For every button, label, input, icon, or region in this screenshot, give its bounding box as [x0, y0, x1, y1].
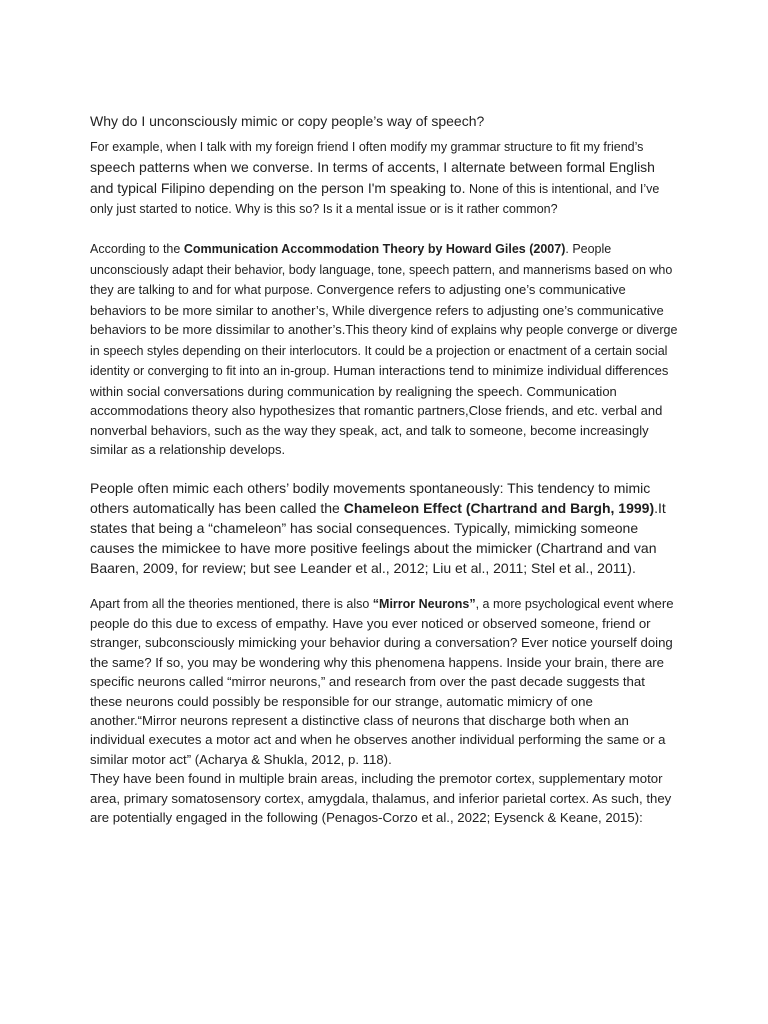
mirror-text-3: They have been found in multiple brain areas, including the premotor cortex, supplementary motor area, primary somatosensory cortex, amygdala, thalamus, and inferior parietal cortex. As such, they are potentially engaged in the following (Penagos-Corzo et al., 2022; Eysenck & Keane, 2015):: [90, 771, 672, 825]
chameleon-effect-paragraph: [90, 478, 680, 578]
cat-text-2: Convergence refers to adjusting one’s communicative behaviors to be more similar to another’s, While divergence refers to adjusting one’s communicative behaviors to be more dissimilar to another’s.: [90, 282, 664, 337]
mirror-neurons-name: “Mirror Neurons”: [372, 596, 476, 611]
chameleon-effect-name: Chameleon Effect (Chartrand and Bargh, 1999): [343, 499, 655, 516]
question-heading: Why do I unconsciously mimic or copy people’s way of speech?: [90, 113, 485, 129]
cat-text-3: This theory kind of explains why people converge or diverge in speech styles depending on their interlocutors. It could be a projection or enactment of a certain social identity or converging to fit into an in-group.: [90, 323, 678, 378]
mirror-prefix: Apart from all the theories mentioned, there is also: [90, 596, 373, 611]
mirror-text-2: where people do this due to excess of empathy. Have you ever noticed or observed someone, friend or stranger, subconsciously mimicking your behavior during a conversation? Ever notice yourself doing the same? If so, you may be wondering why this phenomena happens. Inside your brain, there are specific neurons called “mirror neurons,” and research from over the past decade suggests that these neurons could possibly be responsible for our strange, automatic mimicry of one another.“Mirror neurons represent a distinctive class of neurons that discharge both when an individual executes a motor act and when he observes another individual performing the same or a similar motor act” (Acharya & Shukla, 2012, p. 118).: [90, 595, 674, 767]
cat-prefix: According to the: [90, 242, 184, 256]
cat-text-4: Human interactions tend to minimize individual differences within social conversations during communication by realigning the speech. Communication accommodations theory also hypothesizes that romantic partners,Close friends, and etc. verbal and nonverbal behaviors, such as the way they speak, act, and talk to someone, become increasingly similar as a relationship develops.: [90, 363, 669, 457]
cat-theory-name: Communication Accommodation Theory by Howard Giles (2007): [183, 242, 566, 256]
document-body: [90, 111, 680, 827]
intro-text-end: None of this is intentional, and I’ve only just started to notice. Why is this so? Is it a mental issue or is it rather common?: [90, 182, 660, 216]
accommodation-theory-paragraph: [90, 239, 680, 460]
mirror-neurons-paragraph: [90, 594, 680, 828]
chameleon-text-1: People often mimic each others’ bodily movements spontaneously: This tendency to mimic others automatically has been called the: [90, 479, 651, 516]
mirror-text-1: , a more psychological event: [475, 596, 635, 611]
chameleon-text-2: .It states that being a “chameleon” has social consequences. Typically, mimicking someone causes the mimickee to have more positive feelings about the mimicker (Chartrand and van Baaren, 2009, for review; but see Leander et al., 2012; Liu et al., 2011; Stel et al., 2011).: [90, 499, 666, 576]
intro-paragraph: [90, 137, 680, 219]
intro-text-small: For example, when I talk with my foreign friend I often modify my grammar structure to fit my friend’s: [90, 140, 644, 154]
intro-text-large: speech patterns when we converse. In terms of accents, I alternate between formal English and typical Filipino depending on the person I'm speaking to.: [90, 159, 655, 196]
cat-text-1: . People unconsciously adapt their behavior, body language, tone, speech pattern, and mannerisms based on who they are talking to and for what purpose.: [90, 242, 673, 297]
